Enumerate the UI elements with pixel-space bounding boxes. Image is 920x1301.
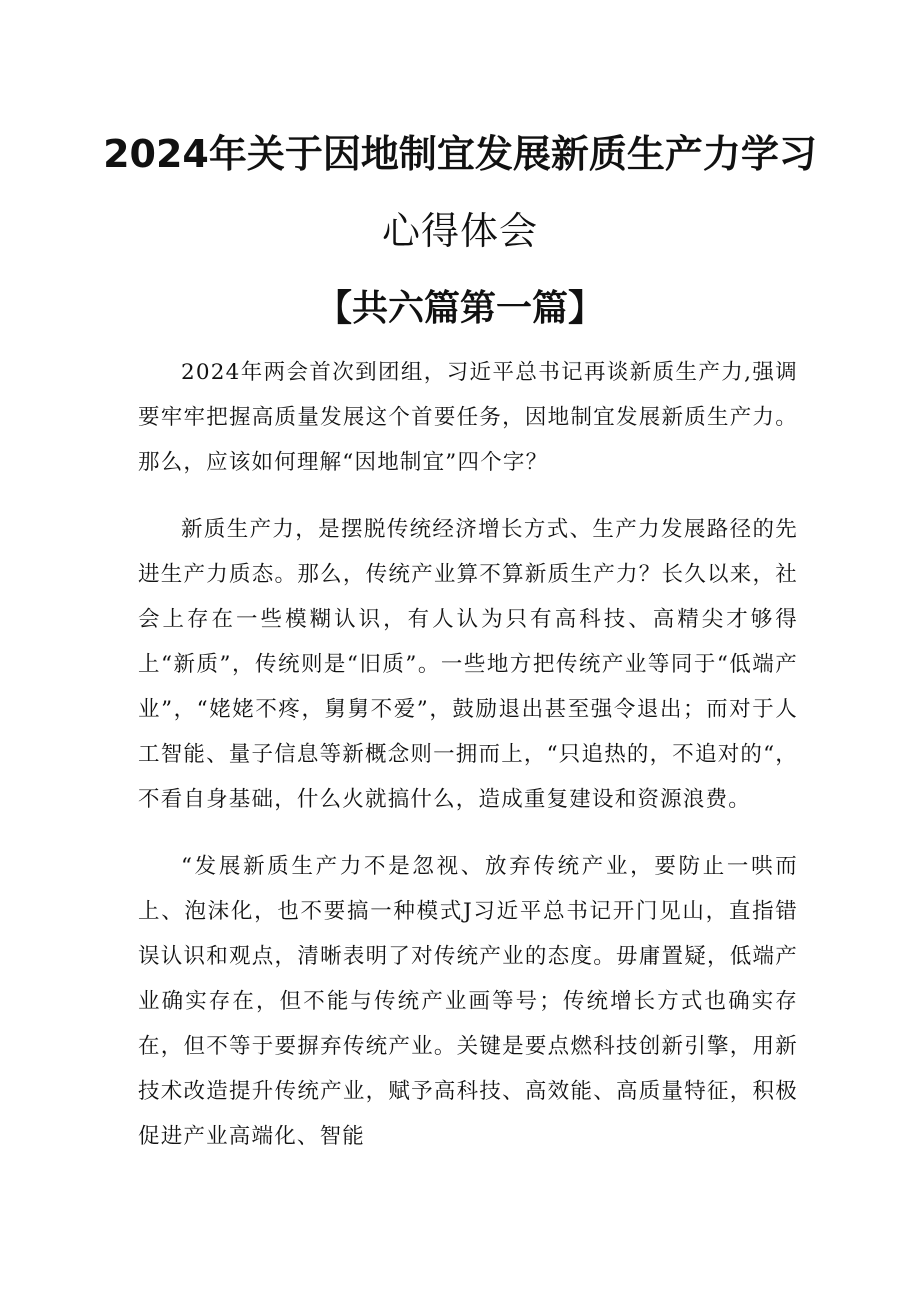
- paragraph-1: 2024年两会首次到团组，习近平总书记再谈新质生产力,强调要牢牢把握高质量发展这个首要任务，因地制宜发展新质生产力。那么，应该如何理解“因地制宜”四个字？: [138, 360, 798, 475]
- document-title-line-2: 心得体会: [381, 209, 538, 253]
- document-body: [138, 350, 798, 1181]
- paragraph-2: 新质生产力，是摆脱传统经济增长方式、生产力发展路径的先进生产力质态。那么，传统产业算不算新质生产力？长久以来，社会上存在一些模糊认识，有人认为只有高科技、高精尖才够得上“新质”，传统则是“旧质”。一些地方把传统产业等同于“低端产业”，“姥姥不疼，舅舅不爱”，鼓励退出甚至强令退出；而对于人工智能、量子信息等新概念则一拥而上，“只追热的，不追对的“，不看自身基础，什么火就搞什么，造成重复建设和资源浪费。: [138, 517, 798, 812]
- document-subtitle: 【共六篇第一篇】: [315, 288, 604, 329]
- document-title-line-1: 2024年关于因地制宜发展新质生产力学习: [103, 132, 817, 176]
- paragraph-3: “发展新质生产力不是忽视、放弃传统产业，要防止一哄而上、泡沫化，也不要搞一种模式J习近平总书记开门见山，直指错误认识和观点，清晰表明了对传统产业的态度。毋庸置疑，低端产业确实存在，但不能与传统产业画等号；传统增长方式也确实存在，但不等于要摒弃传统产业。关键是要点燃科技创新引擎，用新技术改造提升传统产业，赋予高科技、高效能、高质量特征，积极促进产业高端化、智能: [138, 854, 798, 1149]
